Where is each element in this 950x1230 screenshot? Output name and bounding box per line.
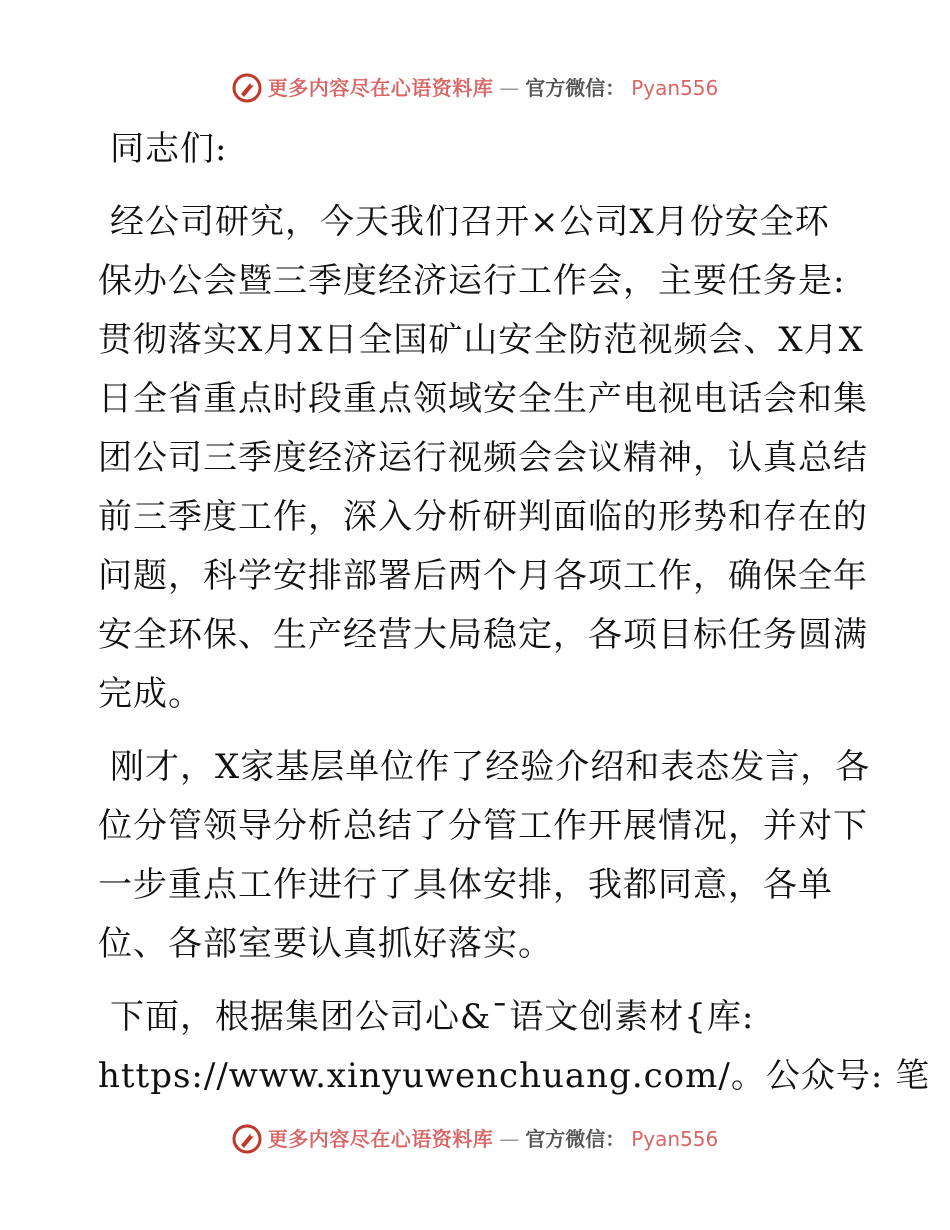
text-line: 下面，根据集团公司心&¯语文创素材{库: (110, 997, 755, 1037)
paragraph-1 (98, 193, 868, 724)
text-line: 问题，科学安排部署后两个月各项工作，确保全年 (98, 556, 868, 596)
text-line: 一步重点工作进行了具体安排，我都同意，各单 (98, 865, 833, 905)
text-line: 完成。 (98, 674, 203, 714)
text-line: 贯彻落实X月X日全国矿山安全防范视频会、X月X (98, 320, 864, 360)
text-line: 保办公会暨三季度经济运行工作会，主要任务是: (98, 261, 846, 301)
watermark-brand: 更多内容尽在心语资料库 (267, 76, 494, 100)
footer-watermark (0, 1124, 950, 1154)
watermark-wechat-id: Pyan556 (631, 1127, 719, 1151)
text-line: 经公司研究，今天我们召开×公司X月份安全环 (110, 202, 830, 242)
pen-logo-icon (232, 73, 262, 103)
paragraph-2 (98, 738, 871, 974)
text-line: 刚才，X家基层单位作了经验介绍和表态发言，各 (110, 747, 871, 787)
watermark-brand: 更多内容尽在心语资料库 (267, 1127, 494, 1151)
watermark-official-label: 官方微信： (525, 76, 626, 100)
watermark-separator: — (499, 1127, 520, 1151)
document-body (98, 120, 931, 1106)
watermark-official-label: 官方微信： (525, 1127, 626, 1151)
watermark-wechat-id: Pyan556 (631, 76, 719, 100)
text-line: 日全省重点时段重点领域安全生产电视电话会和集 (98, 379, 868, 419)
text-line: 团公司三季度经济运行视频会会议精神，认真总结 (98, 438, 868, 478)
header-watermark (0, 73, 950, 103)
greeting: 同志们: (110, 129, 228, 169)
pen-logo-icon (232, 1124, 262, 1154)
text-line: https://www.xinyuwenchuang.com/。公众号: 笔 (98, 1056, 931, 1096)
text-line: 位分管领导分析总结了分管工作开展情况，并对下 (98, 806, 868, 846)
watermark-separator: — (499, 76, 520, 100)
paragraph-3 (98, 988, 931, 1106)
text-line: 前三季度工作，深入分析研判面临的形势和存在的 (98, 497, 868, 537)
text-line: 安全环保、生产经营大局稳定，各项目标任务圆满 (98, 615, 868, 655)
text-line: 位、各部室要认真抓好落实。 (98, 924, 553, 964)
